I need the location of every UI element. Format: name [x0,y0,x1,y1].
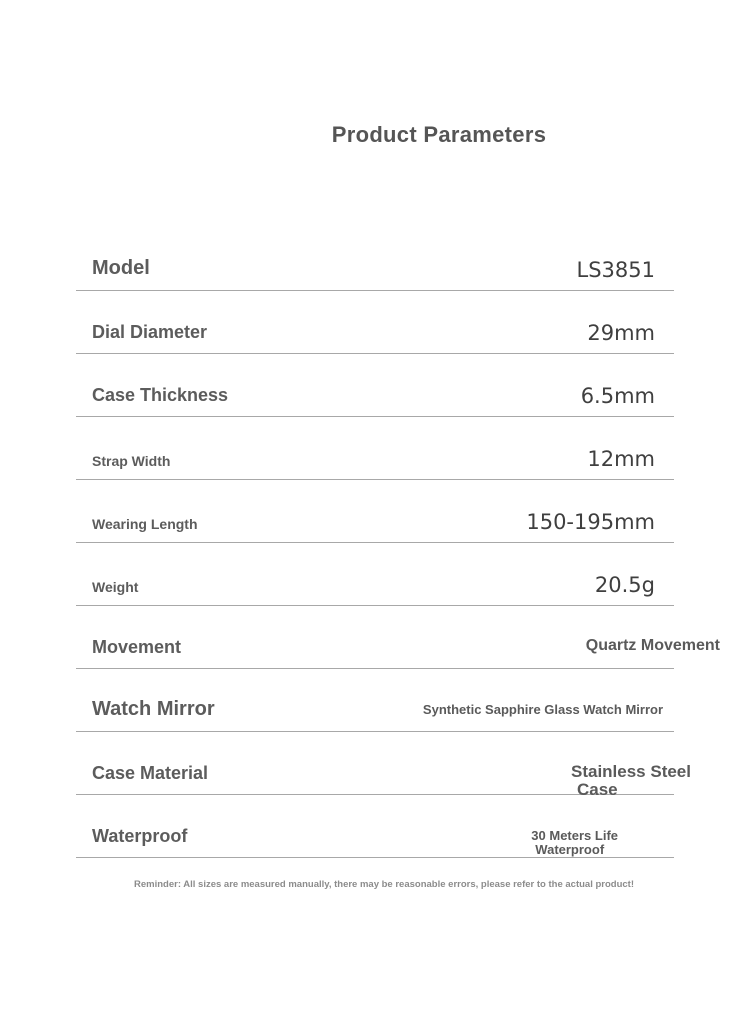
param-label: Model [92,257,150,279]
param-label: Weight [92,579,139,595]
param-row-case-material [76,732,691,799]
param-value-line: 30 Meters Life [531,828,618,843]
param-value: 20.5g [594,573,655,597]
param-row-watch-mirror [76,669,674,732]
param-row-strap-width [76,417,674,480]
param-label: Wearing Length [92,516,198,532]
param-label: Watch Mirror [92,698,215,720]
param-label: Waterproof [92,826,188,846]
param-value: 6.5mm [580,384,655,408]
param-value: 150-195mm [526,510,655,534]
param-value [531,829,618,857]
param-value: 29mm [587,321,655,345]
param-value: Quartz Movement [585,637,720,654]
param-value: Synthetic Sapphire Glass Watch Mirror [422,702,663,717]
param-value: LS3851 [576,258,655,282]
param-row-waterproof [76,795,674,858]
param-row-dial-diameter [76,291,674,354]
param-row-wearing-length [76,480,674,543]
param-label: Case Material [92,763,209,783]
reminder-note: Reminder: All sizes are measured manually, there may be reasonable errors, please refer to the actual product! [134,879,634,890]
param-row-case-thickness [76,354,674,417]
param-row-movement [76,606,720,669]
param-value [571,763,691,799]
parameters-table [76,228,720,858]
page-title: Product Parameters [331,122,547,147]
param-label: Dial Diameter [92,322,208,342]
param-row-weight [76,543,674,606]
param-value: 12mm [587,447,655,471]
param-value-line: Case [576,780,618,799]
param-value-line: Waterproof [535,842,605,857]
param-value-line: Stainless Steel [570,762,691,781]
param-row-model [76,228,674,291]
param-label: Movement [92,637,182,657]
param-label: Case Thickness [92,385,229,405]
param-label: Strap Width [92,453,171,469]
